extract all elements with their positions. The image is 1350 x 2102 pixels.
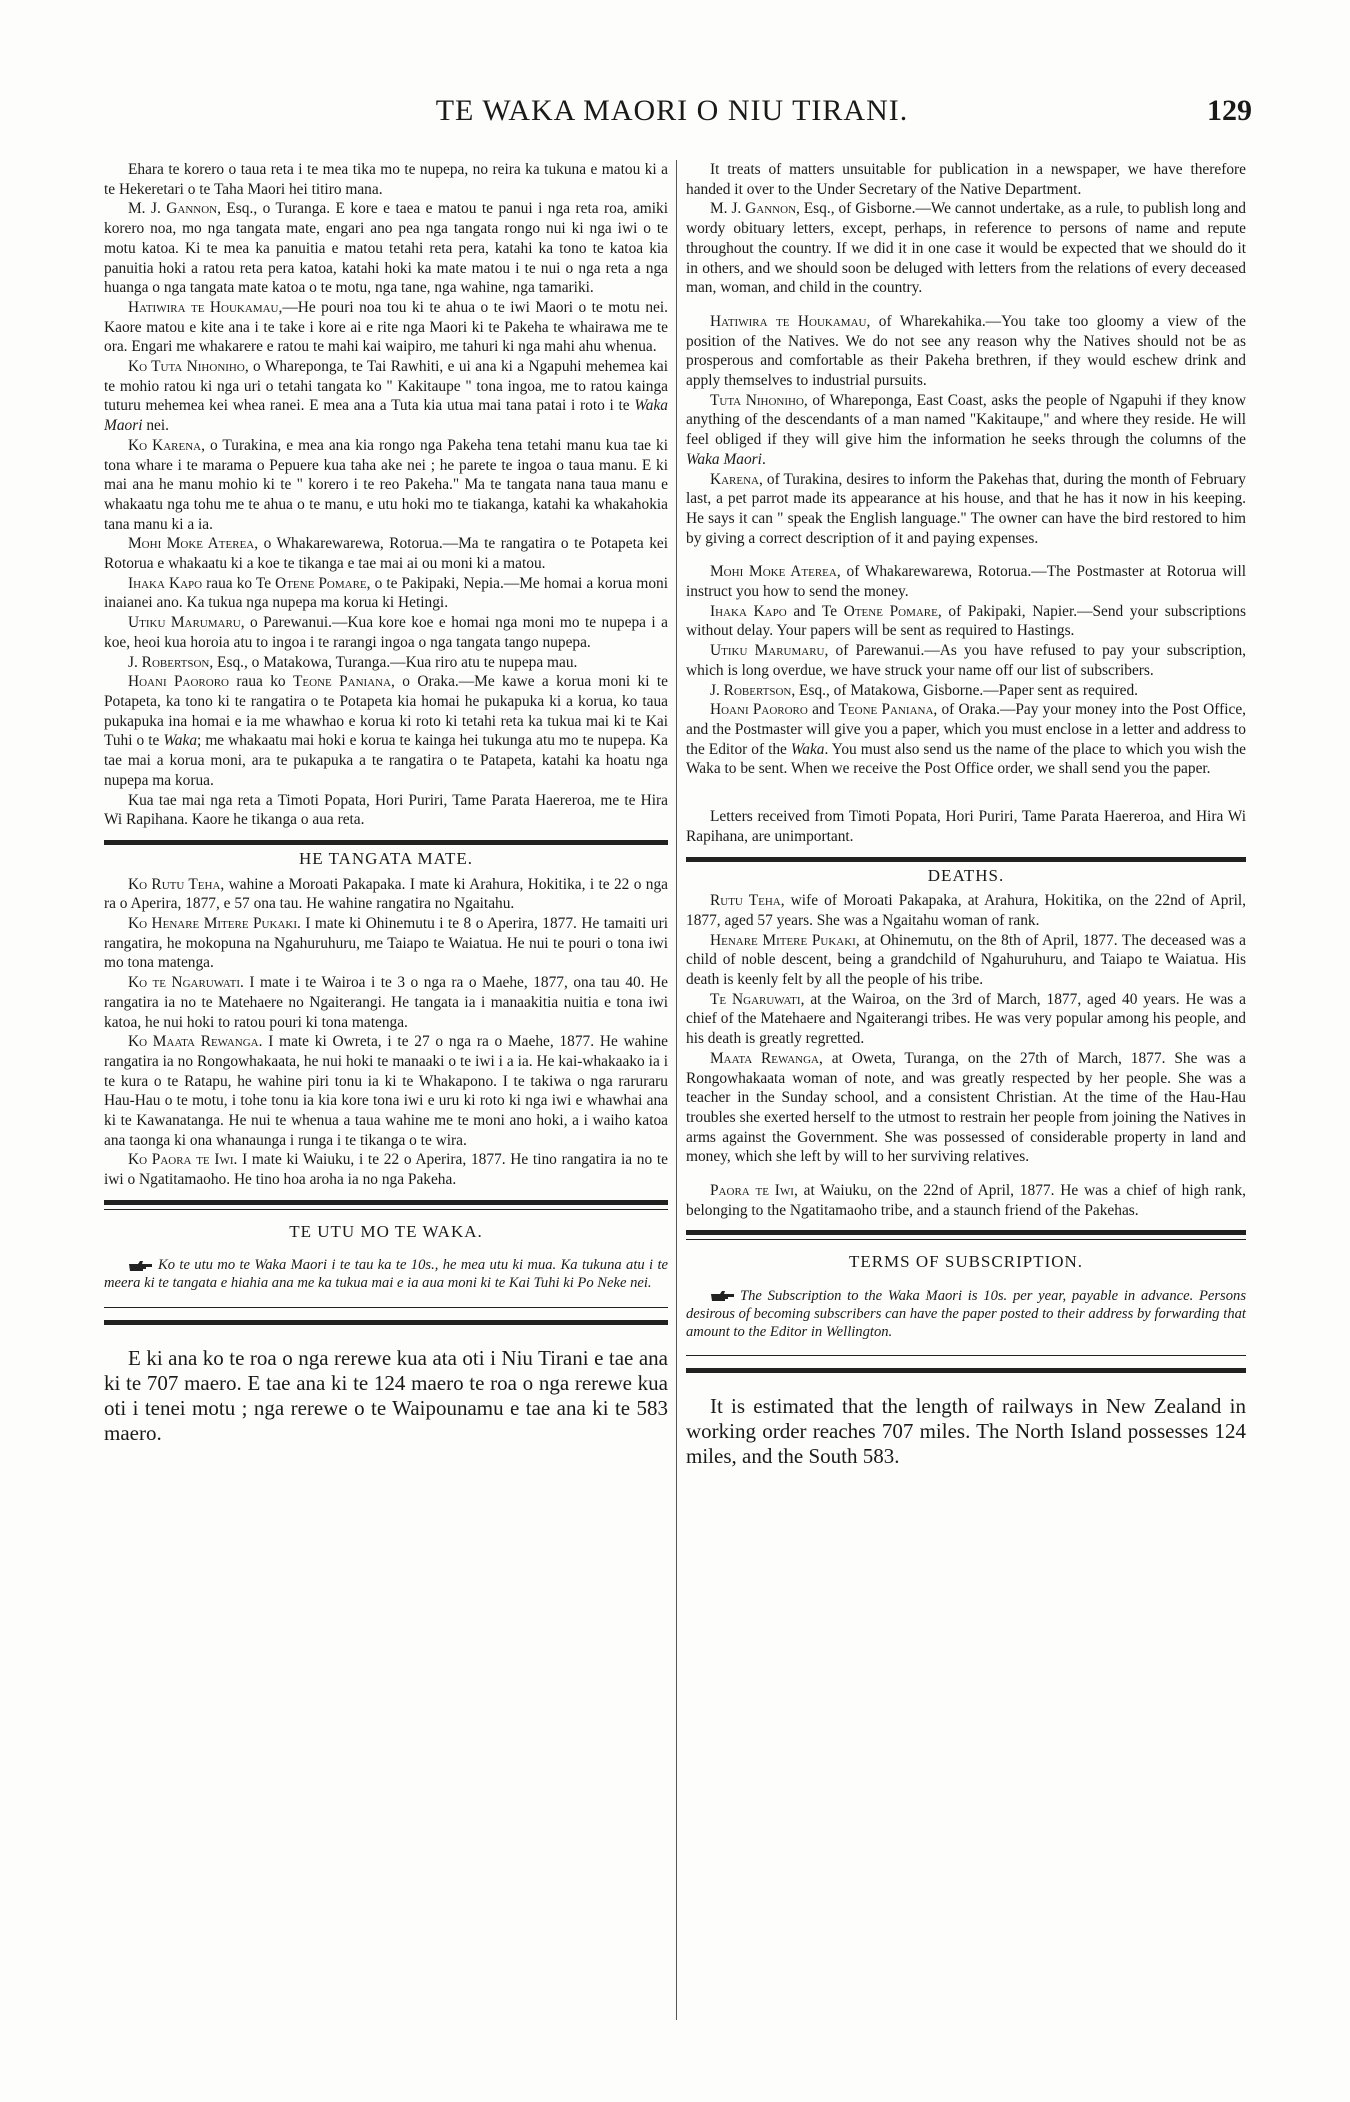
death-entry: Rutu Teha, wife of Moroati Pakapaka, at Arahura, Hokitika, on the 22nd of April, 1877, aged 57 years. She was a Ngaitahu woman of rank. [686, 892, 1246, 929]
death-entry: Ko Rutu Teha, wahine a Moroati Pakapaka. I mate ki Arahura, Hokitika, i te 22 o nga ra o Aperira, 1877, e 57 ona tau. He wahine rangatira no Ngaitahu. [104, 875, 669, 913]
section-rule [686, 1368, 1246, 1373]
notice-entry: J. Robertson, Esq., of Matakowa, Gisborne.—Paper sent as required. [710, 681, 1138, 699]
notice-entry: Ko Tuta Nihoniho, o Whareponga, te Tai Rawhiti, e ui ana ki a Ngapuhi mehemea kai te mohio ratou ki nga uri o tetahi tangata ko " Kakitaupe " tona ingoa, me to ratou kainga tuturu mehemea kei whea ranei. E mea ana a Tuta kia utua mai tana patai i roto i te Waka Maori nei. [104, 358, 669, 435]
terms-text: Ko te utu mo te Waka Maori i te tau ka te 10s., he mea utu ki mua. Ka tukuna atu i te meera ki te tangata e hiahia ana me ka tukua mai e ia aua moni ki te Kai Tuhi ki Po Neke nei. [104, 1257, 668, 1292]
spacer [686, 779, 1246, 807]
notice-entry: Letters received from Timoti Popata, Hori Puriri, Tame Parata Haereroa, and Hira Wi Rapihana, are unimportant. [686, 808, 1246, 845]
section-rule [686, 857, 1246, 862]
notice-entry: Karena, of Turakina, desires to inform the Pakehas that, during the month of February last, a pet parrot made its appearance at his house, and that he has it now in his keeping. He says it can " speak the English language." The owner can have the bird restored to him by giving a correct description of it and paying expenses. [686, 470, 1246, 547]
spacer [686, 1167, 1246, 1181]
section-rule [104, 1209, 668, 1210]
deaths-heading-maori: HE TANGATA MATE. [299, 848, 473, 868]
death-entry: Ko Henare Mitere Pukaki. I mate ki Ohinemutu i te 8 o Aperira, 1877. He tamaiti uri rangatira, he mokopuna na Ngahuruhuru, me Taiapo te Waiatua. He nui te pouri o tona iwi mo tona matenga. [104, 915, 668, 972]
notice-entry: Ehara te korero o taua reta i te mea tika mo te nupepa, no reira ka tukuna e matou ki a te Hekeretari o te Taha Maori hei titiro mana. [104, 161, 668, 198]
page-header [92, 94, 1252, 134]
notice-entry: M. J. Gannon, Esq., of Gisborne.—We cannot undertake, as a rule, to publish long and wordy obituary letters, except, perhaps, in reference to persons of name and repute throughout the country. If we did it in one case it would be expected that we should do it in others, and we should soon be deluged with letters from the relations of every deceased man, woman, and child in the country. [686, 200, 1246, 297]
terms-heading-english: TERMS OF SUBSCRIPTION. [848, 1252, 1084, 1272]
column-divider [676, 160, 677, 2020]
section-rule [686, 1230, 1246, 1235]
death-entry: Ko Maata Rewanga. I mate ki Owreta, i te 27 o nga ra o Maehe, 1877. He wahine rangatira ia no Rongowhakaata, he nui hoki te manaaki o te iwi i a ia. He kai-whakaako ia i te kura o te Ratapu, he wahine piri tonu ia ki te Whakapono. I te takiwa o nga raruraru Hau-Hau o te motu, i tohe tonu ia kia kore tona iwi e uru ki roto ki nga iwi e whawhai ana ki te Kawanatanga. He nui te whenua a taua wahine me te moni ano hoki, a i waiho katoa ana taonga ki ona whanaunga i runga i te tikanga o te wira. [104, 1033, 668, 1149]
english-column [686, 160, 1246, 2078]
notice-entry: Tuta Nihoniho, of Whareponga, East Coast, asks the people of Ngapuhi if they know anything of the descendants of a man named "Kakitaupe," and where they reside. He will feel obliged if they will give him the information he seeks through the columns of the Waka Maori. [686, 391, 1246, 468]
notice-entry: Ihaka Kapo raua ko Te Otene Pomare, o te Pakipaki, Nepia.—Me homai a korua moni inaianei ano. Ka tukua nga nupepa ma korua ki Hetingi. [104, 574, 668, 612]
maori-column [104, 160, 668, 2078]
railway-note-english: It is estimated that the length of railways in New Zealand in working order reaches 707 miles. The North Island possesses 124 miles, and the South 583. [686, 1394, 1246, 1469]
terms-heading-maori: TE UTU MO TE WAKA. [289, 1221, 483, 1241]
notice-entry: Mohi Moke Aterea, of Whakarewarewa, Rotorua.—The Postmaster at Rotorua will instruct you how to send the money. [686, 563, 1246, 601]
pointing-hand-icon [128, 1260, 154, 1272]
newspaper-title: TE WAKA MAORI O NIU TIRANI. [435, 94, 909, 127]
death-entry: Ko Paora te Iwi. I mate ki Waiuku, i te 22 o Aperira, 1877. He tino rangatira ia no te iwi o Ngatitamaoho. He tino hoa aroha ia no nga Pakeha. [104, 1151, 668, 1189]
section-rule [104, 1307, 668, 1308]
death-entry: Henare Mitere Pukaki, at Ohinemutu, on the 8th of April, 1877. The deceased was a child of noble descent, being a grandchild of Ngahuruhuru, and Taiapo te Waiatua. His death is keenly felt by all the people of his tribe. [686, 931, 1246, 989]
section-rule [686, 1355, 1246, 1356]
section-rule [686, 1239, 1246, 1240]
section-rule [104, 1200, 668, 1205]
notice-entry: J. Robertson, Esq., o Matakowa, Turanga.—Kua riro atu te nupepa mau. [128, 653, 578, 671]
notice-entry: Hatiwira te Houkamau,—He pouri noa tou ki te ahua o te iwi Maori o te motu nei. Kaore matou e kite ana i te take i kore ai e rite nga Maori ki te Pakeha te whairawa me te ora. Engari me whakarere e ratou te mahi kai waipiro, me tahuri ki nga mahi ahu whenua. [104, 298, 668, 356]
notice-entry: Ko Karena, o Turakina, e mea ana kia rongo nga Pakeha tena tetahi manu kua tae ki tona whare i te marama o Pepuere kua taha ake nei ; he parete te ingoa o taua manu. E ki mai ana he manu mohio ki te " korero i te reo Pakeha." Ma te tangata nana taua manu e whakaatu nga tohu me te ahua o te manu, e utu hoki mo te tiakanga, katahi ka whakahokia tana manu ki a ia. [104, 436, 668, 533]
notice-entry: M. J. Gannon, Esq., o Turanga. E kore e taea e matou te panui i nga reta roa, amiki korero noa, mo nga tangata mate, engari ano pea nga tangata rongo nui ki nga iwi o te motu katoa. Ki te mea ka panuitia e matou tetahi reta pera, katahi ka tono te katoa kia panuitia hoki a ratou reta pera katoa, katahi hoki ka mate matou i te nui o nga reta a nga huanga o nga tangata mate katoa o te motu, nga tane, nga wahine, nga tamariki. [104, 200, 668, 297]
death-entry: Te Ngaruwati, at the Wairoa, on the 3rd of March, 1877, aged 40 years. He was a chief of the Matehaere and Ngaiterangi tribes. He was very popular among his people, and his death is greatly regretted. [686, 990, 1246, 1048]
death-entry: Ko te Ngaruwati. I mate i te Wairoa i te 3 o nga ra o Maehe, 1877, ona tau 40. He rangatira ia no te Matehaere no Ngaiterangi. He tangata ia i manaakitia nuitia e tona iwi katoa, he nui hoki to ratou pouri ki tona matenga. [104, 974, 668, 1031]
pointing-hand-icon [710, 1290, 736, 1302]
terms-text: The Subscription to the Waka Maori is 10s. per year, payable in advance. Persons desirous of becoming subscribers can have the paper posted to their address by forwarding that amount to the Editor in Wellington. [686, 1287, 1246, 1340]
section-rule [104, 840, 668, 845]
notice-entry: Hoani Paororo raua ko Teone Paniana, o Oraka.—Me kawe a korua moni ki te Potapeta, ka tono ki te rangatira o te Potapeta kia homai he pukapuka ki a korua, ko taua pukapuka ina homai e ia me whawhao e korua ki roto ki tetahi reta ka tukua mai ki te Kai Tuhi o te Waka; me whakaatu mai hoki e korua te kainga hei tukunga atu mo te nupepa. Ka tae mai a korua moni, ara te pukapuka a te rangatira o te Patapeta, katahi ka hoatu nga nupepa ma korua. [104, 673, 668, 789]
notice-entry: Hatiwira te Houkamau, of Wharekahika.—You take too gloomy a view of the position of the Natives. We do not see any reason why the Natives should not be as prosperous and comfortable as their Pakeha brethren, if they would eschew drink and apply themselves to industrial pursuits. [686, 312, 1246, 390]
notice-entry: Ihaka Kapo and Te Otene Pomare, of Pakipaki, Napier.—Send your subscriptions without delay. Your papers will be sent as required to Hastings. [686, 602, 1246, 640]
notice-entry: It treats of matters unsuitable for publication in a newspaper, we have therefore handed it over to the Under Secretary of the Native Department. [686, 161, 1246, 198]
notice-entry: Mohi Moke Aterea, o Whakarewarewa, Rotorua.—Ma te rangatira o te Potapeta kei Rotorua e whakaatu ki a koe te tikanga e tae mai ai ou moni ki a matou. [104, 535, 668, 573]
spacer [686, 548, 1246, 562]
notice-entry: Utiku Marumaru, o Parewanui.—Kua kore koe e homai nga moni mo te nupepa i a koe, heoi kua horoia atu to ingoa i te rarangi ingoa o nga tangata tango nupepa. [104, 614, 668, 651]
notice-entry: Kua tae mai nga reta a Timoti Popata, Hori Puriri, Tame Parata Haereroa, me te Hira Wi Rapihana. Kaore he tikanga o aua reta. [104, 791, 668, 829]
notice-entry: Hoani Paororo and Teone Paniana, of Oraka.—Pay your money into the Post Office, and the Postmaster will give you a paper, which you must enclose in a letter and address to the Editor of the Waka. You must also send us the name of the place to which you wish the Waka to be sent. When we receive the Post Office order, we shall send you the paper. [686, 701, 1246, 778]
railway-note-maori: E ki ana ko te roa o nga rerewe kua ata oti i Niu Tirani e tae ana ki te 707 maero. E tae ana ki te 124 maero te roa o nga rerewe kua oti i tenei motu ; nga rerewe o te Waipounamu e tae ana ki te 583 maero. [104, 1345, 668, 1445]
death-entry: Maata Rewanga, at Oweta, Turanga, on the 27th of March, 1877. She was a Rongowhakaata woman of note, and was greatly respected by her people. She was a teacher in the Sunday school, and a consistent Christian. At the time of the Hau-Hau troubles she exerted herself to the utmost to restrain her people from joining the Natives in arms against the Government. She was possessed of considerable property in land and money, which she left by will to her surviving relatives. [686, 1049, 1246, 1166]
notice-entry: Utiku Marumaru, of Parewanui.—As you have refused to pay your subscription, which is long overdue, we have struck your name off our list of subscribers. [686, 642, 1246, 679]
page-number: 129 [1207, 94, 1252, 127]
death-entry: Paora te Iwi, at Waiuku, on the 22nd of April, 1877. He was a chief of high rank, belonging to the Ngatitamaoho tribe, and a staunch friend of the Pakehas. [686, 1182, 1246, 1219]
section-rule [104, 1320, 668, 1325]
spacer [686, 298, 1246, 312]
deaths-heading-english: DEATHS. [927, 865, 1005, 885]
